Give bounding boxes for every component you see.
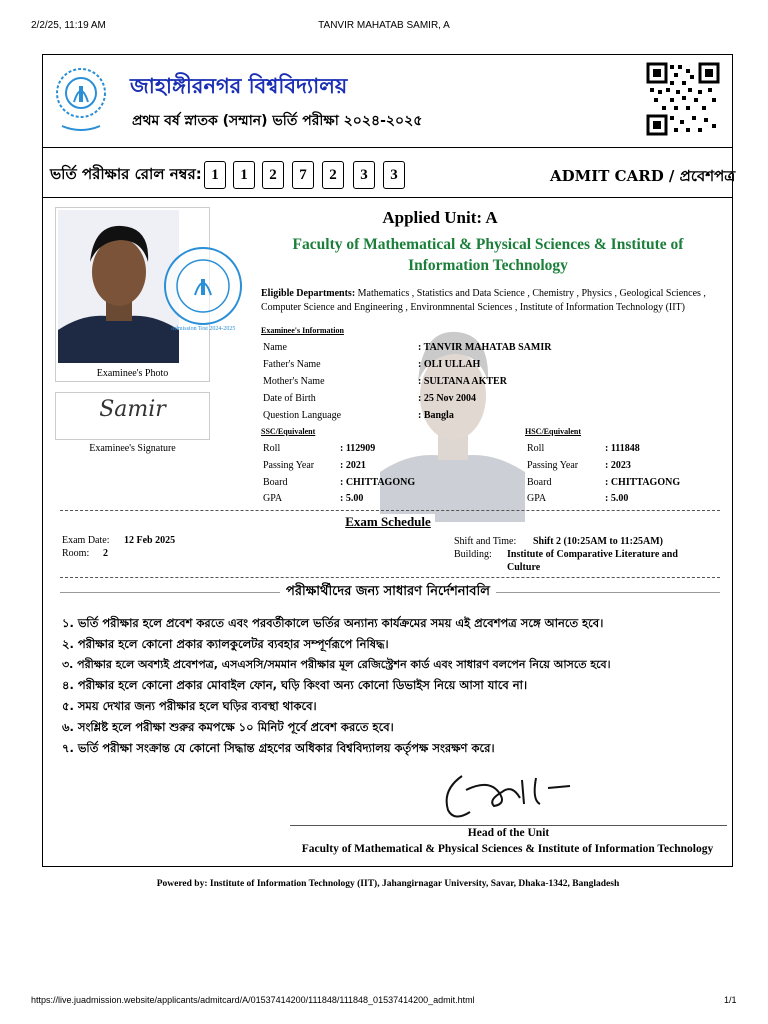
room: 2: [103, 548, 108, 559]
university-name: জাহাঙ্গীরনগর বিশ্ববিদ্যালয়: [130, 74, 348, 98]
applied-unit: Applied Unit: A: [382, 208, 498, 227]
field-label: Question Language: [263, 410, 342, 421]
field-value-language: : Bangla: [418, 410, 454, 421]
hsc-label: Roll: [527, 443, 545, 454]
print-url[interactable]: https://live.juadmission.website/applicants/admitcard/A/01537414200/111848/111848_01537414200_admit.html: [31, 995, 475, 1005]
roll-digit: 1: [204, 161, 226, 189]
signature-line: [290, 825, 727, 826]
instruction-item: ৬. সংশ্লিষ্ট হলে পরীক্ষা শুরুর কমপক্ষে ১০ মিনিট পূর্বে প্রবেশ করতে হবে।: [62, 720, 394, 734]
instruction-item: ৭. ভর্তি পরীক্ষা সংক্রান্ত যে কোনো সিদ্ধান্ত গ্রহণের অধিকার বিশ্ববিদ্যালয় কর্তৃপক্ষ সংরক্ষণ করে।: [62, 741, 495, 755]
hsc-label: Board: [527, 477, 552, 488]
roll-digit: 3: [353, 161, 375, 189]
building-line-1: Institute of Comparative Literature and: [507, 549, 678, 560]
field-label: Father's Name: [263, 359, 321, 370]
roll-digit: 2: [322, 161, 344, 189]
hsc-title: HSC/Equivalent: [525, 427, 582, 436]
hsc-label: GPA: [527, 493, 547, 504]
building-line-2: Culture: [507, 562, 541, 573]
photo-caption: Examinee's Photo: [96, 368, 169, 379]
instruction-item: ২. পরীক্ষার হলে কোনো প্রকার ক্যালকুলেটর ব্যবহার সম্পূর্ণরূপে নিষিদ্ধ।: [62, 637, 389, 651]
ssc-roll: : 112909: [340, 443, 376, 454]
eligible-line-2: Computer Science and Engineering , Environmnental Sciences , Institute of Information Technology (IIT): [261, 302, 685, 313]
head-faculty: Faculty of Mathematical & Physical Sciences & Institute of Information Technology: [301, 843, 714, 855]
ssc-label: Passing Year: [263, 460, 315, 471]
instructions-title: পরীক্ষার্থীদের জন্য সাধারণ নির্দেশনাবলি: [280, 584, 496, 599]
faculty-line-2: Information Technology: [408, 257, 568, 274]
exam-date-label: Exam Date:: [62, 535, 110, 546]
instruction-item: ৫. সময় দেখার জন্য পরীক্ষার হলে ঘড়ির ব্যবস্থা থাকবে।: [62, 699, 317, 713]
eligible-label: Eligible Departments:: [261, 288, 356, 299]
instruction-item: ১. ভর্তি পরীক্ষার হলে প্রবেশ করতে এবং পরবর্তীকালে ভর্তির অন্যান্য কার্যক্রমের সময় এই প্রবেশপত্র সঙ্গে আনতে হবে।: [62, 616, 604, 630]
admission-seal-icon: [162, 245, 244, 327]
hsc-gpa: : 5.00: [605, 493, 629, 504]
field-label: Name: [263, 342, 287, 353]
schedule-divider-top: [60, 510, 720, 511]
roll-digit: 7: [292, 161, 314, 189]
field-label: Mother's Name: [263, 376, 325, 387]
faculty-line-1: Faculty of Mathematical & Physical Sciences & Institute of: [292, 236, 684, 253]
field-value-mother: : SULTANA AKTER: [418, 376, 507, 387]
roll-label: ভর্তি পরীক্ষার রোল নম্বর:: [50, 165, 202, 183]
instruction-item: ৩. পরীক্ষার হলে অবশ্যই প্রবেশপত্র, এসএসসি/সমমান পরীক্ষার মূল রেজিস্ট্রেশন কার্ড এবং সাধারণ বলপেন নিয়ে আসতে হবে।: [62, 658, 611, 671]
building-label: Building:: [454, 549, 492, 560]
exam-title: প্রথম বর্ষ স্নাতক (সম্মান) ভর্তি পরীক্ষা ২০২৪-২০২৫: [132, 113, 423, 129]
ssc-label: Roll: [263, 443, 281, 454]
instructions-title-wrap: [0, 582, 768, 603]
schedule-divider-bottom: [60, 577, 720, 578]
ssc-gpa: : 5.00: [340, 493, 364, 504]
eligible-line-1: Mathematics , Statistics and Data Science , Chemistry , Physics , Geological Sciences ,: [357, 288, 706, 299]
hsc-roll: : 111848: [605, 443, 640, 454]
header-divider: [42, 147, 733, 148]
ssc-label: Board: [263, 477, 288, 488]
ssc-label: GPA: [263, 493, 283, 504]
head-title: Head of the Unit: [467, 827, 550, 839]
roll-divider: [42, 197, 733, 198]
exam-schedule-title: Exam Schedule: [341, 514, 435, 529]
print-datetime: 2/2/25, 11:19 AM: [31, 20, 106, 31]
room-label: Room:: [62, 548, 90, 559]
field-value-dob: : 25 Nov 2004: [418, 393, 477, 404]
university-logo-icon: [54, 66, 108, 134]
signature-caption: Examinee's Signature: [89, 443, 176, 454]
roll-digit: 2: [262, 161, 284, 189]
hsc-label: Passing Year: [527, 460, 579, 471]
admit-card-title: ADMIT CARD / প্রবেশপত্র: [550, 167, 736, 185]
print-page-number: 1/1: [724, 995, 737, 1005]
powered-by: Powered by: Institute of Information Technology (IIT), Jahangirnagar University, Savar, Dhaka-1342, Bangladesh: [156, 879, 620, 889]
shift-label: Shift and Time:: [454, 536, 517, 547]
shift-time: Shift 2 (10:25AM to 11:25AM): [533, 536, 663, 547]
roll-digit: 1: [233, 161, 255, 189]
examinee-photo: [58, 210, 179, 363]
instruction-item: ৪. পরীক্ষার হলে কোনো প্রকার মোবাইল ফোন, ঘড়ি কিংবা অন্য কোনো ডিভাইস নিয়ে আসা যাবে না।: [62, 678, 528, 692]
print-title: TANVIR MAHATAB SAMIR, A: [318, 20, 450, 31]
eligible-departments: [261, 287, 731, 315]
examinee-info-title: Examinee's Information: [261, 326, 344, 335]
examinee-signature: Samir: [99, 397, 166, 422]
ssc-title: SSC/Equivalent: [261, 427, 316, 436]
field-value-father: : OLI ULLAH: [418, 359, 481, 370]
seal-text: Admission Test 2024-2025: [170, 326, 236, 332]
ssc-passing-year: : 2021: [340, 460, 366, 471]
exam-date: 12 Feb 2025: [124, 535, 176, 546]
field-value-name: : TANVIR MAHATAB SAMIR: [418, 342, 552, 353]
field-label: Date of Birth: [263, 393, 316, 404]
schedule-title-wrap: [0, 513, 768, 531]
ssc-board: : CHITTAGONG: [340, 477, 416, 488]
roll-digit: 3: [383, 161, 405, 189]
hsc-passing-year: : 2023: [605, 460, 631, 471]
qr-code-icon: [646, 62, 720, 136]
hsc-board: : CHITTAGONG: [605, 477, 681, 488]
